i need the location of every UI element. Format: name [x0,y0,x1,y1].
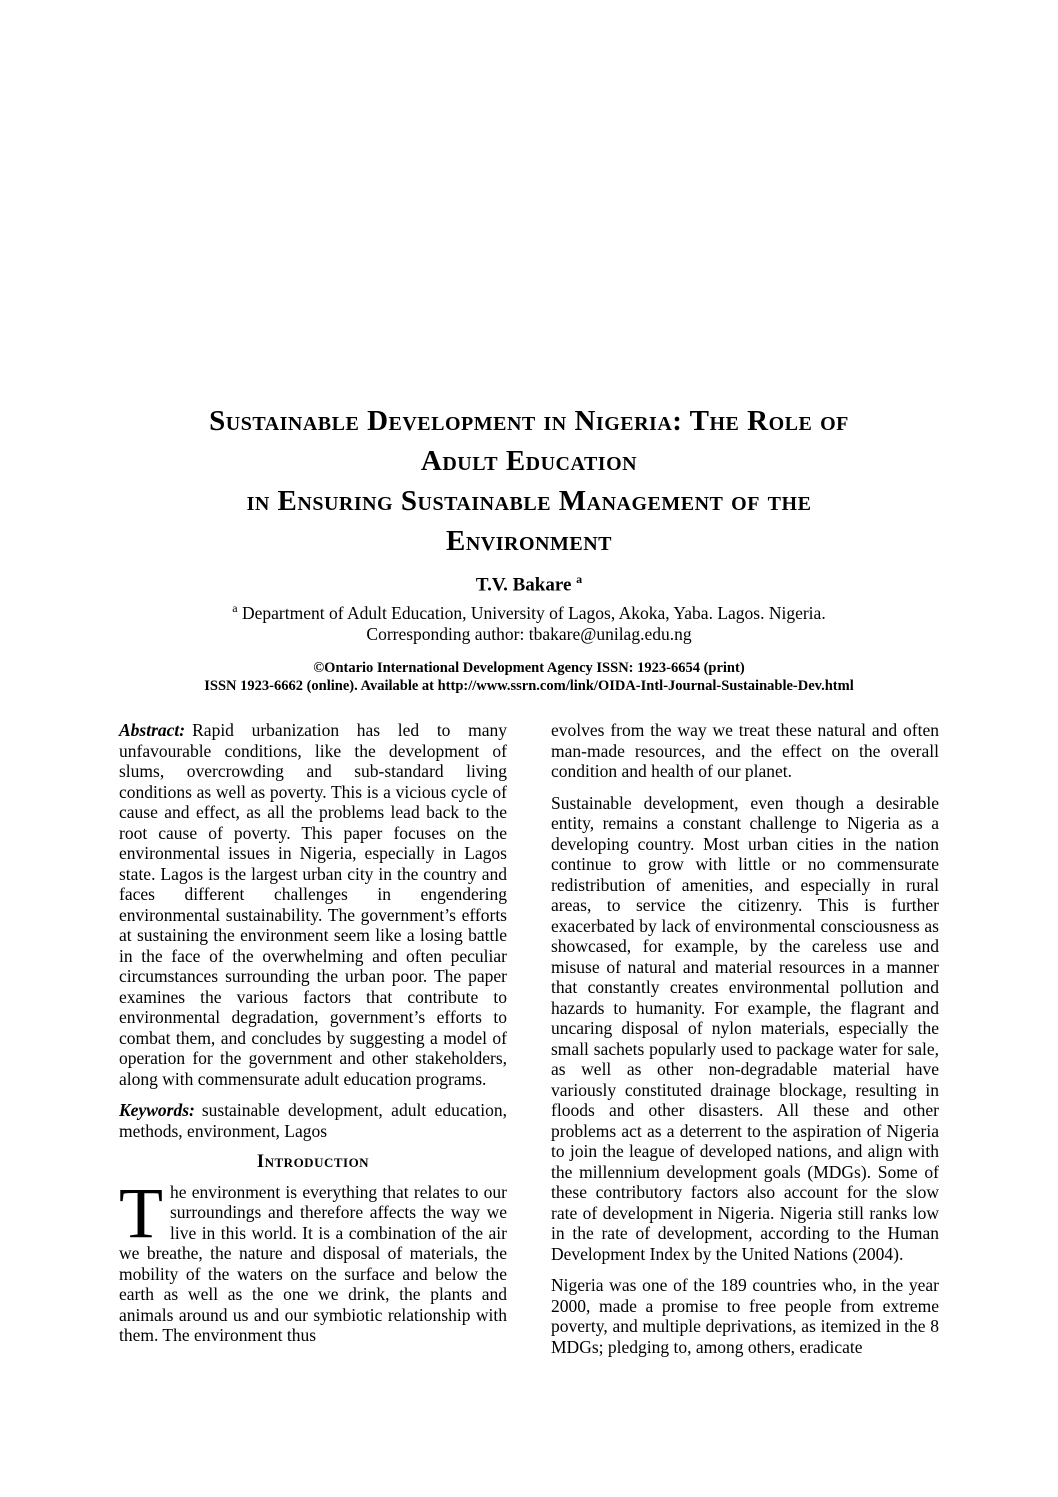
paper-page [119,0,939,1368]
abstract-label: Abstract: [119,720,186,741]
column2-paragraph-1: evolves from the way we treat these natural and often man-made resources, and the effect on the overall condition and health of our planet. [551,720,939,782]
publisher-issn-online-line: ISSN 1923-6662 (online). Available at http://www.ssrn.com/link/OIDA-Intl-Journal-Sustainable-Dev.html [204,677,854,694]
abstract-paragraph [119,720,507,1089]
keywords-label: Keywords: [119,1100,195,1121]
author-name: T.V. Bakare [475,574,572,596]
paper-title-line-1: Sustainable Development in Nigeria: The Role of [209,405,849,437]
affiliation-text: Department of Adult Education, University of Lagos, Akoka, Yaba. Lagos. Nigeria. [241,603,826,624]
column2-paragraph-2: Sustainable development, even though a desirable entity, remains a constant challenge to Nigeria as a developing country. Most urban cities in the nation continue to grow with little or no commensurate redistribution of amenities, and especially in rural areas, to service the citizenry. This is further exacerbated by lack of environmental consciousness as showcased, for example, by the careless use and misuse of natural and material resources in a manner that constantly creates environmental pollution and hazards to humanity. For example, the flagrant and uncaring disposal of nylon materials, especially the small sachets popularly used to package water for sale, as well as other non-degradable material have variously constituted drainage blockage, resulting in floods and other disasters. All these and other problems act as a deterrent to the aspiration of Nigeria to join the league of developed nations, and align with the millennium development goals (MDGs). Some of these contributory factors also account for the slow rate of development in Nigeria. Nigeria still ranks low in the rate of development, according to the Human Development Index by the United Nations (2004). [551,792,939,1264]
affiliation-line [119,598,939,624]
publisher-issn-print-line: ©Ontario International Development Agency ISSN: 1923-6654 (print) [313,660,745,677]
paper-title-line-2: Adult Education [420,445,638,477]
author-superscript: a [576,572,583,586]
affiliation-superscript: a [232,601,238,616]
introduction-text: he environment is everything that relates to our surroundings and therefore affects the way we live in this world. It is a combination of the air we breathe, the nature and disposal of materials, the mobility of the waters on the surface and below the earth as well as the one we drink, the plants and animals around us and our symbiotic relationship with them. The environment thus [119,1181,507,1346]
introduction-paragraph [119,1172,507,1346]
drop-cap: T [119,1172,163,1253]
column2-paragraph-3: Nigeria was one of the 189 countries who, in the year 2000, made a promise to free people from extreme poverty, and multiple deprivations, as itemized in the 8 MDGs; pledging to, among others, eradicate [551,1275,939,1357]
paper-title-line-3: in Ensuring Sustainable Management of the [246,485,812,517]
right-column [551,720,939,1368]
introduction-heading: Introduction [256,1152,370,1173]
corresponding-author-line: Corresponding author: tbakare@unilag.edu.ng [366,624,692,645]
two-column-body [119,720,939,1368]
abstract-text: Rapid urbanization has led to many unfavourable conditions, like the development of slums, overcrowding and sub-standard living conditions as well as poverty. This is a vicious cycle of cause and effect, as all the problems lead back to the root cause of poverty. This paper focuses on the environmental issues in Nigeria, especially in Lagos state. Lagos is the largest urban city in the country and faces different challenges in engendering environmental sustainability. The government’s efforts at sustaining the environment seem like a losing battle in the face of the overwhelming and often peculiar circumstances surrounding the urban poor. The paper examines the various factors that contribute to environmental degradation, government’s efforts to combat them, and concludes by suggesting a model of operation for the government and other stakeholders, along with commensurate adult education programs. [119,720,507,1089]
left-column [119,720,507,1368]
author-line [119,568,939,596]
keywords-paragraph [119,1100,507,1141]
publisher-block [119,660,939,695]
keywords-text: sustainable development, adult education, methods, environment, Lagos [119,1100,507,1141]
paper-title-line-4: Environment [446,525,612,557]
paper-title [119,401,939,561]
